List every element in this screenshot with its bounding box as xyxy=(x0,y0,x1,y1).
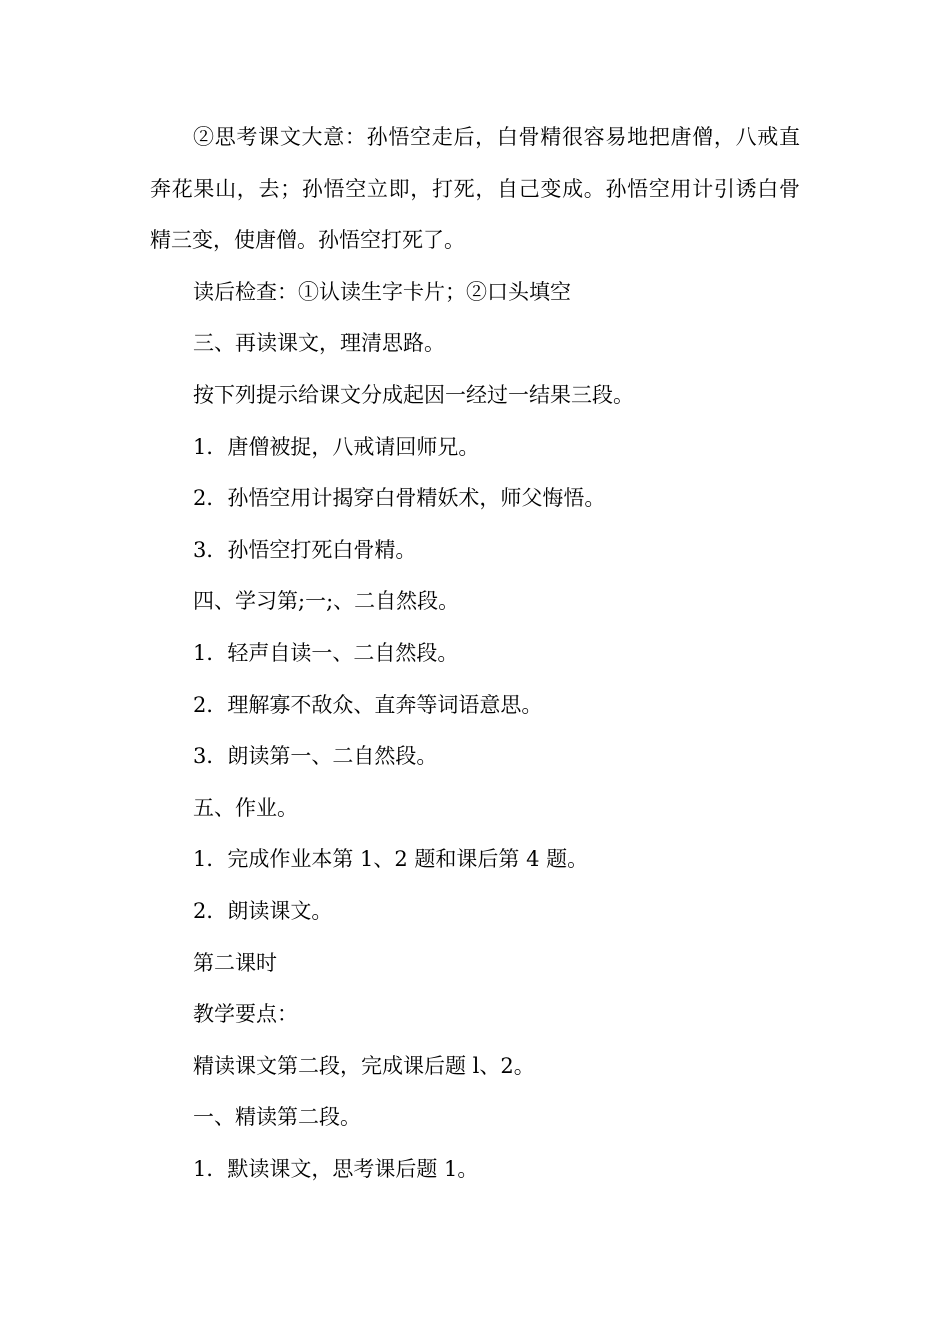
document-body xyxy=(150,112,800,1195)
list-item: 3．孙悟空打死白骨精。 xyxy=(193,537,417,562)
list-item: 1．默读课文，思考课后题 1。 xyxy=(193,1156,479,1181)
list-item: 3．朗读第一、二自然段。 xyxy=(193,744,438,769)
lesson-period-heading: 第二课时 xyxy=(193,950,277,975)
list-item: 1．唐僧被捉，八戒请回师兄。 xyxy=(193,434,480,459)
section-heading-close-reading: 一、精读第二段。 xyxy=(193,1105,361,1130)
paragraph-reading-check: 读后检查：①认读生字卡片；②口头填空 xyxy=(193,279,571,304)
section-heading-study: 四、学习第;一;、二自然段。 xyxy=(193,589,460,614)
list-item: 2．孙悟空用计揭穿白骨精妖术，师父悔悟。 xyxy=(193,486,606,511)
section-heading-homework: 五、作业。 xyxy=(193,795,298,820)
list-item: 2．理解寡不敌众、直奔等词语意思。 xyxy=(193,692,543,717)
list-item: 2．朗读课文。 xyxy=(193,898,333,923)
teaching-points-label: 教学要点： xyxy=(193,1002,298,1027)
paragraph-instruction: 按下列提示给课文分成起因一经过一结果三段。 xyxy=(193,382,634,407)
paragraph-teaching-points: 精读课文第二段，完成课后题 l、2。 xyxy=(193,1053,535,1078)
list-item: 1．轻声自读一、二自然段。 xyxy=(193,640,459,665)
section-heading-reread: 三、再读课文，理清思路。 xyxy=(193,331,445,356)
list-item: 1．完成作业本第 1、2 题和课后第 4 题。 xyxy=(193,847,589,872)
paragraph-lesson-summary: ②思考课文大意：孙悟空走后，白骨精很容易地把唐僧，八戒直奔花果山，去；孙悟空立即，打死，自己变成。孙悟空用计引诱白骨精三变，使唐僧。孙悟空打死了。 xyxy=(150,125,800,253)
